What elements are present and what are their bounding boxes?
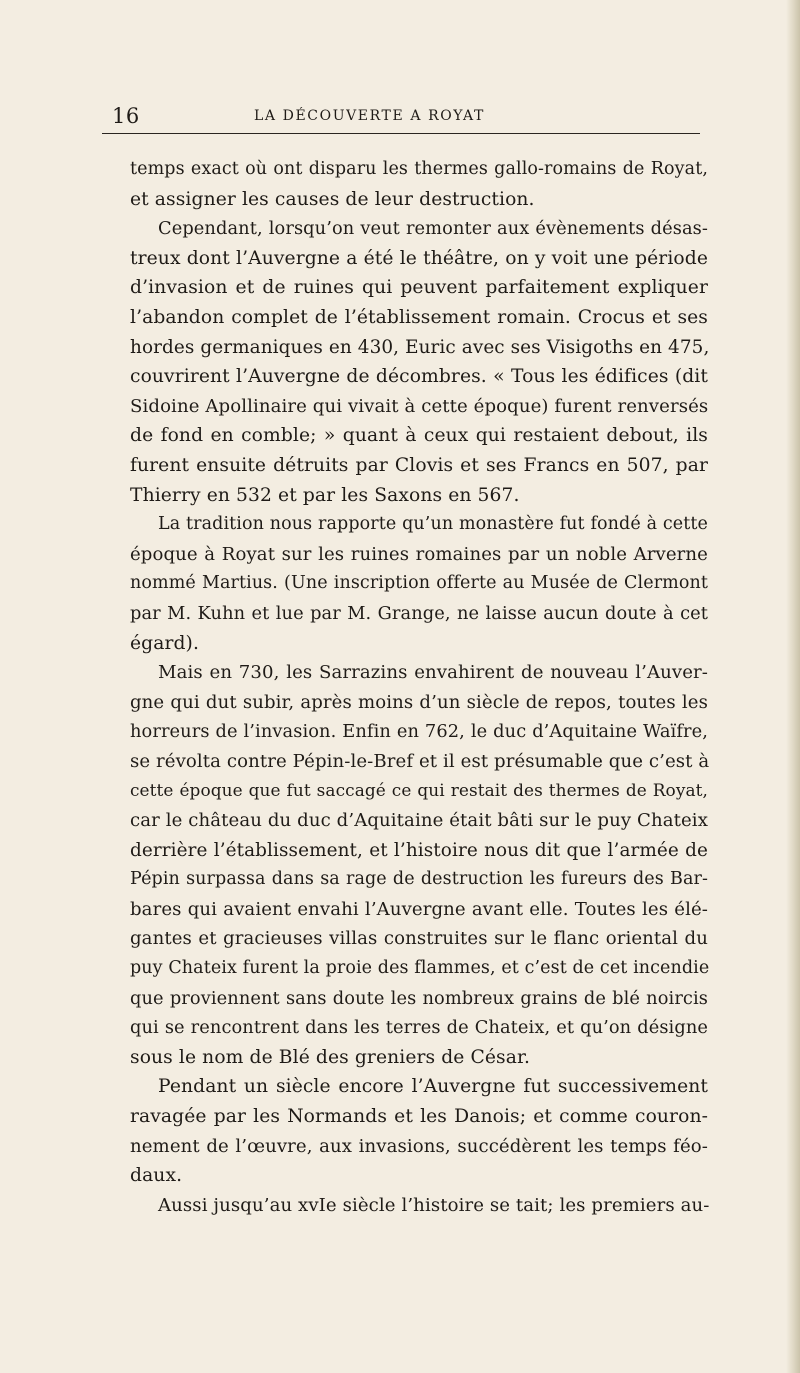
- text-line: treux dont l’Auvergne a été le théâtre, on y voit une période: [130, 247, 708, 269]
- text-line: Cependant, lorsqu’on veut remonter aux évènements désas-: [158, 218, 708, 240]
- text-line: l’abandon complet de l’établissement romain. Crocus et ses: [130, 306, 708, 328]
- text-line: derrière l’établissement, et l’histoire nous dit que l’armée de: [130, 839, 708, 861]
- text-line: Aussi jusqu’au xvIe siècle l’histoire se tait; les premiers au-: [158, 1194, 710, 1216]
- text-line: d’invasion et de ruines qui peuvent parfaitement expliquer: [130, 277, 708, 299]
- text-line: horreurs de l’invasion. Enfin en 762, le duc d’Aquitaine Waïfre,: [130, 721, 708, 743]
- text-line: gne qui dut subir, après moins d’un siècle de repos, toutes les: [130, 691, 708, 713]
- text-line: temps exact où ont disparu les thermes gallo-romains de Royat,: [130, 159, 708, 179]
- text-line: que proviennent sans doute les nombreux grains de blé noircis: [130, 987, 708, 1009]
- page-edge-shadow: [786, 0, 800, 1373]
- text-line: furent ensuite détruits par Clovis et ses Francs en 507, par: [130, 454, 708, 476]
- text-line: se révolta contre Pépin-le-Bref et il est présumable que c’est à: [130, 750, 710, 772]
- text-line: bares qui avaient envahi l’Auvergne avant elle. Toutes les élé-: [130, 898, 708, 920]
- text-line: gantes et gracieuses villas construites sur le flanc oriental du: [130, 928, 708, 950]
- text-line: et assigner les causes de leur destruction.: [130, 188, 535, 210]
- header-rule: [102, 133, 700, 134]
- text-line: daux.: [130, 1165, 183, 1187]
- page-number: 16: [112, 104, 140, 128]
- body-text: [130, 155, 708, 1220]
- text-line: ravagée par les Normands et les Danois; et comme couron-: [130, 1106, 708, 1127]
- text-line: qui se rencontrent dans les terres de Chateix, et qu’on désigne: [130, 1017, 708, 1039]
- text-line: Thierry en 532 et par les Saxons en 567.: [130, 484, 520, 506]
- text-line: égard).: [130, 632, 199, 654]
- page-header: [102, 100, 708, 130]
- text-line: sous le nom de Blé des greniers de César.: [130, 1046, 531, 1068]
- text-line: puy Chateix furent la proie des flammes, et c’est de cet incendie: [130, 958, 710, 979]
- text-line: Pendant un siècle encore l’Auvergne fut successivement: [158, 1076, 708, 1098]
- text-line: Sidoine Apollinaire qui vivait à cette époque) furent renversés: [130, 395, 709, 417]
- text-line: Pépin surpassa dans sa rage de destruction les fureurs des Bar-: [130, 869, 708, 890]
- text-line: hordes germaniques en 430, Euric avec ses Visigoths en 475,: [130, 336, 710, 358]
- text-line: car le château du duc d’Aquitaine était bâti sur le puy Chateix: [130, 810, 708, 832]
- text-line: Mais en 730, les Sarrazins envahirent de nouveau l’Auver-: [158, 662, 708, 684]
- text-line: par M. Kuhn et lue par M. Grange, ne laisse aucun doute à cet: [130, 602, 708, 624]
- running-title: LA DÉCOUVERTE A ROYAT: [254, 108, 485, 124]
- text-line: cette époque que fut saccagé ce qui restait des thermes de Royat,: [130, 780, 708, 801]
- text-line: époque à Royat sur les ruines romaines par un noble Arverne: [130, 543, 708, 565]
- text-line: La tradition nous rapporte qu’un monastère fut fondé à cette: [158, 514, 708, 535]
- text-line: de fond en comble; » quant à ceux qui restaient debout, ils: [130, 425, 708, 447]
- text-line: nommé Martius. (Une inscription offerte au Musée de Clermont: [130, 573, 708, 594]
- text-line: nement de l’œuvre, aux invasions, succédèrent les temps féo-: [130, 1135, 708, 1157]
- text-line: couvrirent l’Auvergne de décombres. « Tous les édifices (dit: [130, 366, 708, 388]
